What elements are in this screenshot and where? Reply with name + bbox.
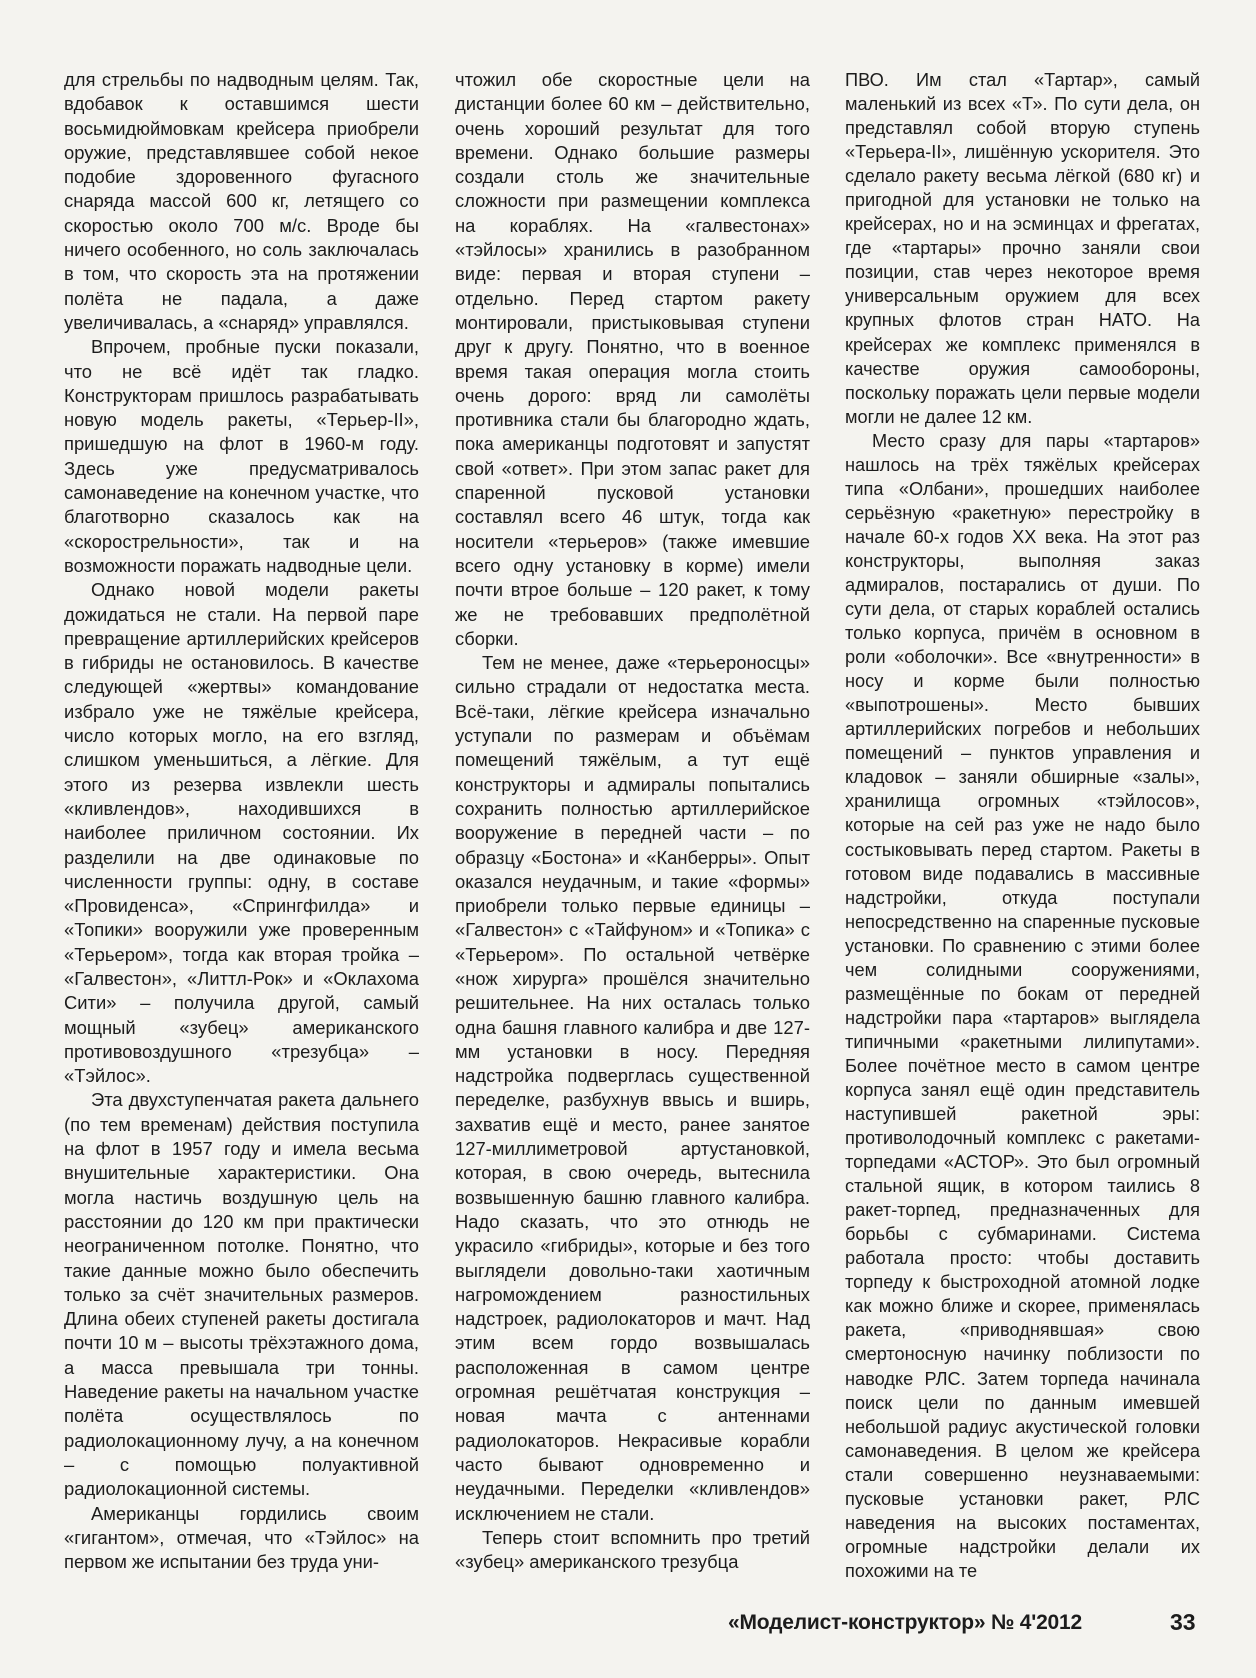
page-number: 33 — [1170, 1609, 1196, 1635]
paragraph: Впрочем, пробные пуски показали, что не всё идёт так гладко. Конструкторам пришлось разрабатывать новую модель ракеты, «Терьер-II», пришедшую на флот в 1960-м году. Здесь уже предусматривалось самонаведение на конечном участке, что благотворно сказалось как на «скорострельности», так и на возможности поражать надводные цели. — [64, 336, 419, 576]
paragraph: Однако новой модели ракеты дожидаться не стали. На первой паре превращение артиллерийских крейсеров в гибриды не остановилось. В качестве следующей «жертвы» командование избрало уже не тяжёлые крейсера, число которых могло, на его взгляд, слишком уменьшиться, а лёгкие. Для этого из резерва извлекли шесть «кливлендов», находившихся в наиболее приличном состоянии. Их разделили на две одинаковые по численности группы: одну, в составе «Провиденса», «Спрингфилда» и «Топики» вооружили уже проверенным «Терьером», тогда как вторая тройка – «Галвестон», «Литтл-Рок» и «Оклахома Сити» – получила другой, самый мощный «зубец» американского противовоздушного «трезубца» – «Тэйлос». — [64, 579, 419, 1087]
text-column-3 — [845, 68, 1200, 1583]
paragraph: чтожил обе скоростные цели на дистанции более 60 км – действительно, очень хороший результат для того времени. Однако большие размеры создали столь же значительные сложности при размещении комплекса на кораблях. На «галвестонах» «тэйлосы» хранились в разобранном виде: первая и вторая ступени – отдельно. Перед стартом ракету монтировали, пристыковывая ступени друг к другу. Понятно, что в военное время такая операция могла стоить очень дорого: вряд ли самолёты противника стали бы благородно ждать, пока американцы подготовят и запустят свой «ответ». При этом запас ракет для спаренной пусковой установки составлял всего 46 штук, тогда как носители «терьеров» (также имевшие всего одну установку в корме) имели почти втрое больше – 120 ракет, к тому же не требовавших предполётной сборки. — [455, 69, 810, 649]
paragraph: для стрельбы по надводным целям. Так, вдобавок к оставшимся шести восьмидюймовкам крейсера приобрели оружие, представлявшее собой некое подобие здоровенного фугасного снаряда массой 600 кг, летящего со скоростью около 700 м/с. Вроде бы ничего особенного, но соль заключалась в том, что скорость эта на протяжении полёта не падала, а даже увеличивалась, а «снаряд» управлялся. — [64, 69, 419, 333]
paragraph: Американцы гордились своим «гигантом», отмечая, что «Тэйлос» на первом же испытании без труда уни- — [64, 1502, 419, 1573]
paragraph: ПВО. Им стал «Тартар», самый маленький из всех «Т». По сути дела, он представлял собой вторую ступень «Терьера-II», лишённую ускорителя. Это сделало ракету весьма лёгкой (680 кг) и пригодной для установки не только на крейсерах, но и на эсминцах и фрегатах, где «тартары» прочно заняли свои позиции, став через некоторое время универсальным оружием для всех крупных флотов стран НАТО. На крейсерах же комплекс применялся в качестве оружия самообороны, поскольку поражать цели первые модели могли не далее 12 км. — [845, 70, 1200, 427]
paragraph: Теперь стоит вспомнить про третий «зубец» американского трезубца — [455, 1526, 810, 1573]
paragraph: Место сразу для пары «тартаров» нашлось на трёх тяжёлых крейсерах типа «Олбани», прошедших наиболее серьёзную «ракетную» перестройку в начале 60-х годов XX века. На этот раз конструкторы, выполняя заказ адмиралов, постарались от души. По сути дела, от старых кораблей остались только корпуса, причём в основном в роли «оболочки». Все «внутренности» в носу и корме были полностью «выпотрошены». Место бывших артиллерийских погребов и небольших помещений – пунктов управления и кладовок – заняли обширные «залы», хранилища огромных «тэйлосов», которые на сей раз уже не надо было состыковывать перед стартом. Ракеты в готовом виде подавались в массивные надстройки, откуда поступали непосредственно на спаренные пусковые установки. По сравнению с этими более чем солидными сооружениями, размещённые по бокам от передней надстройки пара «тартаров» выглядела типичными «ракетными лилипутами». Более почётное место в самом центре корпуса занял ещё один представитель наступившей ракетной эры: противолодочный комплекс с ракетами-торпедами «АСТОР». Это был огромный стальной ящик, в котором таились 8 ракет-торпед, предназначенных для борьбы с субмаринами. Система работала просто: чтобы доставить торпеду к быстроходной атомной лодке как можно ближе и скорее, применялась ракета, «приводнявшая» свою смертоносную начинку поблизости по наводке РЛС. Затем торпеда начинала поиск цели по данным имевшей небольшой радиус акустической головки самонаведения. В целом же крейсера стали совершенно неузнаваемыми: пусковые установки ракет, РЛС наведения на высоких постаментах, огромные надстройки делали их похожими на те — [845, 430, 1200, 1581]
journal-footer: «Моделист-конструктор» № 4'2012 — [728, 1611, 1082, 1634]
paragraph: Тем не менее, даже «терьероносцы» сильно страдали от недостатка места. Всё-таки, лёгкие крейсера изначально уступали по размерам и объёмам помещений тяжёлым, а тут ещё конструкторы и адмиралы попытались сохранить полностью артиллерийское вооружение в передней части – по образцу «Бостона» и «Канберры». Опыт оказался неудачным, и такие «формы» приобрели только первые единицы – «Галвестон» с «Тайфуном» и «Топика» с «Терьером». По остальной четвёрке «нож хирурга» прошёлся значительно решительнее. На них осталась только одна башня главного калибра и две 127-мм установки в носу. Передняя надстройка подверглась существенной переделке, разбухнув ввысь и вширь, захватив ещё и место, ранее занятое 127-миллиметровой артустановкой, которая, в свою очередь, вытеснила возвышенную башню главного калибра. Надо сказать, что это отнюдь не украсило «гибриды», которые и без того выглядели довольно-таки хаотичным нагромождением разностильных надстроек, радиолокаторов и мачт. Над этим всем гордо возвышалась расположенная в самом центре огромная решётчатая конструкция – новая мачта с антеннами радиолокаторов. Некрасивые корабли часто бывают одновременно и неудачными. Переделки «кливлендов» исключением не стали. — [455, 652, 810, 1524]
text-column-2 — [455, 68, 810, 1574]
text-column-1 — [64, 68, 419, 1574]
paragraph: Эта двухступенчатая ракета дальнего (по тем временам) действия поступила на флот в 1957 году и имела весьма внушительные характеристики. Она могла настичь воздушную цель на расстоянии до 120 км при практически неограниченном потолке. Понятно, что такие данные можно было обеспечить только за счёт значительных размеров. Длина обеих ступеней ракеты достигала почти 10 м – высоты трёхэтажного дома, а масса превышала три тонны. Наведение ракеты на начальном участке полёта осуществлялось по радиолокационному лучу, а на конечном – с помощью полуактивной радиолокационной системы. — [64, 1089, 419, 1500]
